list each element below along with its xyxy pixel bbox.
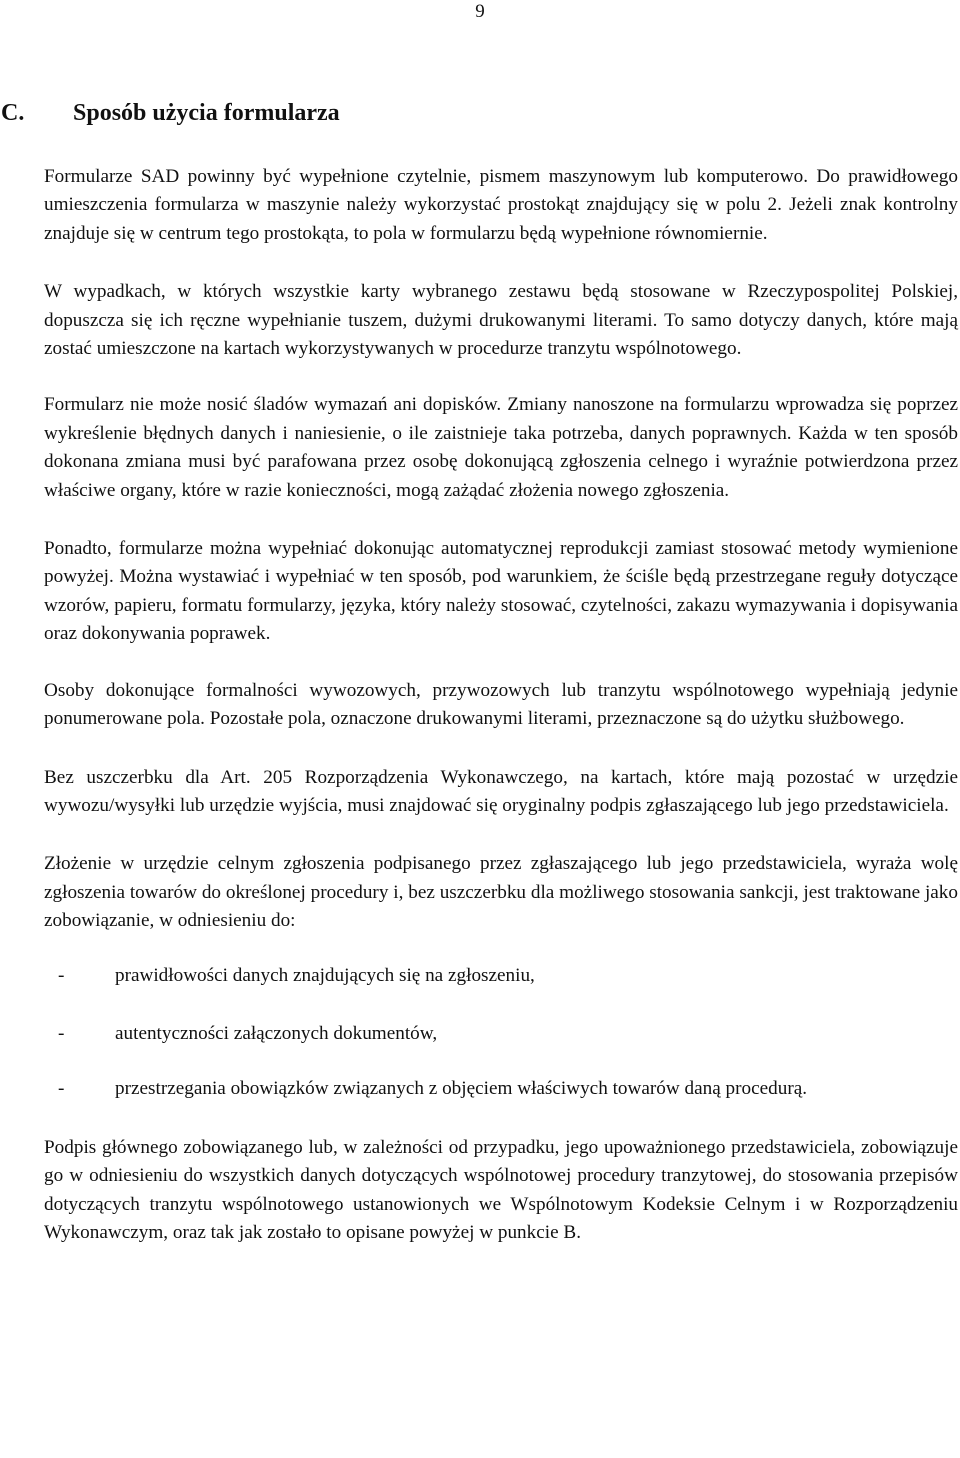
paragraph-principal-signature: Podpis głównego zobowiązanego lub, w zależności od przypadku, jego upoważnionego przedstawiciela, zobowiązuje go w odniesieniu do wszystkich danych dotyczących wspólnotowej procedury tranzytowej, do stosowania przepisów dotyczących tranzytu wspólnotowego ustanowionych we Wspólnotowym Kodeksie Celnym i w Rozporządzeniu Wykonawczym, oraz tak jak zostało to opisane powyżej w punkcie B. [44,1136,958,1243]
paragraph-handwriting: W wypadkach, w których wszystkie karty wybranego zestawu będą stosowane w Rzeczypospolitej Polskiej, dopuszcza się ich ręczne wypełnianie tuszem, dużymi drukowanymi literami. To samo dotyczy danych, które mają zostać umieszczone na kartach wykorzystywanych w procedurze tranzytu wspólnotowego. [44,281,958,360]
list-item [44,1020,958,1048]
page-number: 9 [475,1,485,22]
paragraph-form-filling: Formularze SAD powinny być wypełnione czytelnie, pismem maszynowym lub komputerowo. Do prawidłowego umieszczenia formularza w maszynie należy wykorzystać prostokąt znajdujący się w polu 2. Jeżeli znak kontrolny znajduje się w centrum tego prostokąta, to pola w formularzu będą wypełnione równomiernie. [44,166,958,244]
list-item [44,962,958,990]
list-item-text: autentyczności załączonych dokumentów, [115,1022,438,1044]
section-letter: C. [1,100,25,126]
paragraph-original-signature: Bez uszczerbku dla Art. 205 Rozporządzenia Wykonawczego, na kartach, które mają pozostać w urzędzie wywozu/wysyłki lub urzędzie wyjścia, musi znajdować się oryginalny podpis zgłaszającego lub jego przedstawiciela. [44,766,958,816]
section-title: Sposób użycia formularza [73,100,340,126]
section-heading [0,98,340,128]
list-item [44,1075,958,1103]
list-item-text: przestrzegania obowiązków związanych z objęciem właściwych towarów daną procedurą. [115,1078,808,1100]
list-dash: - [58,964,65,986]
list-item-text: prawidłowości danych znajdujących się na zgłoszeniu, [115,964,535,986]
paragraph-numbered-fields: Osoby dokonujące formalności wywozowych, przywozowych lub tranzytu wspólnotowego wypełniają jedynie ponumerowane pola. Pozostałe pola, oznaczone drukowanymi literami, przeznaczone są do użytku służbowego. [44,679,958,730]
paragraph-automatic-reproduction: Ponadto, formularze można wypełniać dokonując automatycznej reprodukcji zamiast stosować metody wymienione powyżej. Można wystawiać i wypełniać w ten sposób, pod warunkiem, że ściśle będą przestrzegane reguły dotyczące wzorów, papieru, formatu formularzy, języka, który należy stosować, czytelności, zakazu wymazywania i dopisywania oraz dokonywania poprawek. [44,538,958,645]
document-body [44,163,958,1247]
obligations-list [44,962,958,1104]
paragraph-declaration-obligation: Złożenie w urzędzie celnym zgłoszenia podpisanego przez zgłaszającego lub jego przedstawiciela, wyraża wolę zgłoszenia towarów do określonej procedury i, bez uszczerbku dla możliwego stosowania sankcji, jest traktowane jako zobowiązanie, w odniesieniu do: [44,853,958,932]
list-dash: - [58,1078,65,1100]
list-dash: - [58,1022,65,1044]
paragraph-corrections: Formularz nie może nosić śladów wymazań ani dopisków. Zmiany nanoszone na formularzu wprowadza się poprzez wykreślenie błędnych danych i naniesienie, o ile zaistnieje taka potrzeba, danych poprawnych. Każda w ten sposób dokonana zmiana musi być parafowana przez osobę dokonującą zgłoszenia celnego i wyraźnie potwierdzona przez właściwe organy, które w razie konieczności, mogą zażądać złożenia nowego zgłoszenia. [44,394,958,501]
